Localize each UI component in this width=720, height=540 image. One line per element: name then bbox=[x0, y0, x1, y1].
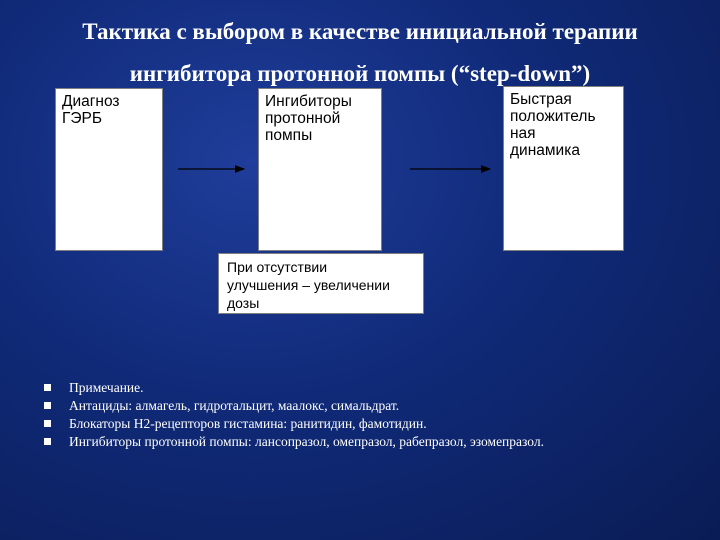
slide-title-line-2: ингибитора протонной помпы (“step-down”) bbox=[129, 61, 591, 86]
note-text: Блокаторы H2-рецепторов гистамина: ранитидин, фамотидин. bbox=[69, 416, 427, 431]
note-item bbox=[44, 379, 684, 397]
note-item bbox=[44, 397, 684, 415]
square-bullet-icon bbox=[44, 438, 51, 445]
positive-dynamics-box: Быстрая положитель ная динамика bbox=[503, 86, 624, 251]
square-bullet-icon bbox=[44, 384, 51, 391]
note-item bbox=[44, 415, 684, 433]
diagnosis-box: Диагноз ГЭРБ bbox=[55, 88, 163, 251]
square-bullet-icon bbox=[44, 420, 51, 427]
slide-title-line-1: Тактика с выбором в качестве инициальной терапии bbox=[82, 19, 638, 44]
note-text: Антациды: алмагель, гидротальцит, маалокс, симальдрат. bbox=[69, 398, 400, 413]
square-bullet-icon bbox=[44, 402, 51, 409]
notes-list bbox=[44, 379, 684, 451]
ppi-box: Ингибиторы протонной помпы bbox=[258, 88, 382, 251]
note-text: Примечание. bbox=[69, 380, 144, 395]
dose-increase-note-box: При отсутствии улучшения – увеличении дозы bbox=[218, 253, 424, 314]
note-item bbox=[44, 433, 684, 451]
note-text: Ингибиторы протонной помпы: лансопразол, омепразол, рабепразол, эзомепразол. bbox=[69, 434, 544, 449]
